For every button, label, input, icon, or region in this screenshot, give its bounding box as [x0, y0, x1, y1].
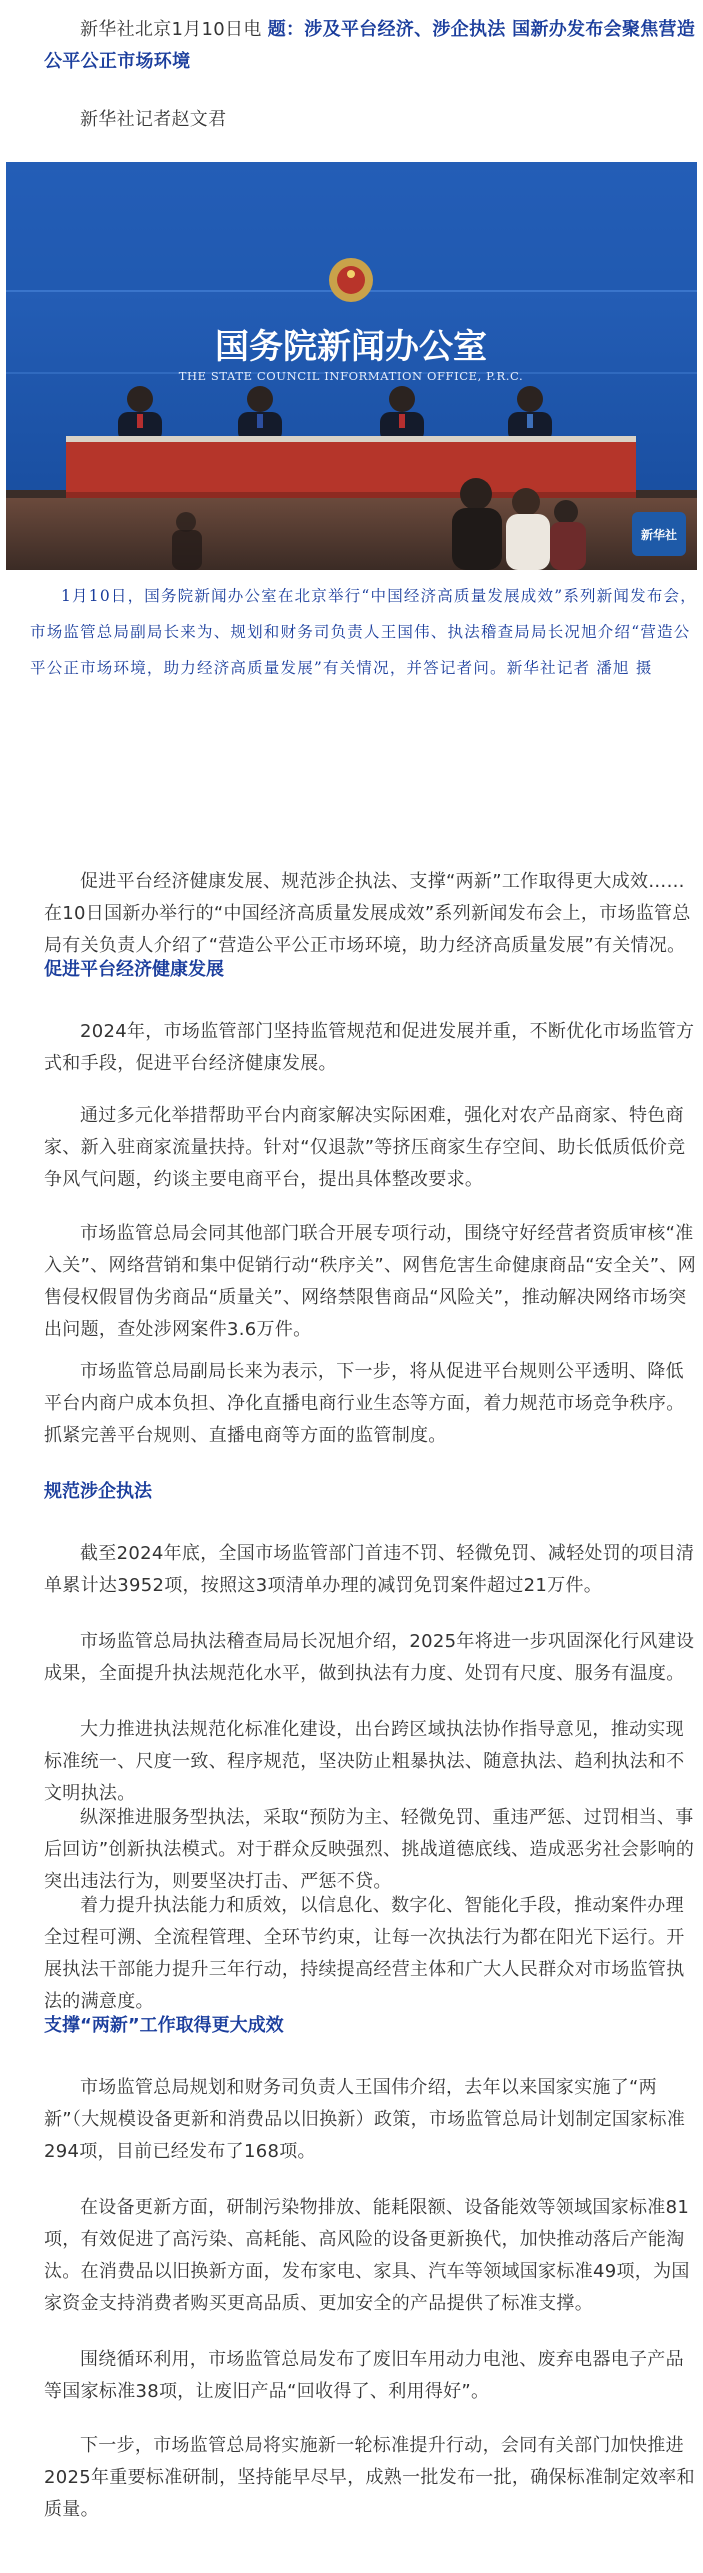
backdrop-title-cn: 国务院新闻办公室 — [215, 327, 487, 367]
photo-caption: 1月10日，国务院新闻办公室在北京举行“中国经济高质量发展成效”系列新闻发布会，市场监管总局副局长来为、规划和财务司负责人王国伟、执法稽查局局长况旭介绍“营造公平公正市场环境，助力经济高质量发展”有关情况，并答记者问。新华社记者 潘旭 摄 — [30, 587, 697, 677]
body-paragraph: 2024年，市场监管部门坚持监管规范和促进发展并重，不断优化市场监管方式和手段，促进平台经济健康发展。 — [44, 1021, 695, 1074]
press-conference-photo — [6, 162, 697, 570]
body-paragraph: 大力推进执法规范化标准化建设，出台跨区域执法协作指导意见，推动实现标准统一、尺度一致、程序规范，坚决防止粗暴执法、随意执法、趋利执法和不文明执法。 — [44, 1719, 685, 1804]
byline: 新华社记者赵文君 — [80, 109, 227, 130]
body-paragraph: 纵深推进服务型执法，采取“预防为主、轻微免罚、重违严惩、过罚相当、事后回访”创新执法模式。对于群众反映强烈、挑战道德底线、造成恶劣社会影响的突出违法行为，则要坚决打击、严惩不贷。 — [44, 1807, 695, 1892]
intro-paragraph: 促进平台经济健康发展、规范涉企执法、支撑“两新”工作取得更大成效……在10日国新办举行的“中国经济高质量发展成效”系列新闻发布会上，市场监管总局有关负责人介绍了“营造公平公正市场环境，助力经济高质量发展”有关情况。 — [44, 871, 691, 956]
body-paragraph: 市场监管总局执法稽查局局长况旭介绍，2025年将进一步巩固深化行风建设成果，全面提升执法规范化水平，做到执法有力度、处罚有尺度、服务有温度。 — [44, 1631, 695, 1684]
backdrop-title-en: THE STATE COUNCIL INFORMATION OFFICE, P.R.C. — [178, 369, 524, 383]
body-paragraph: 市场监管总局会同其他部门联合开展专项行动，围绕守好经营者资质审核“准入关”、网络营销和集中促销行动“秩序关”、网售危害生命健康商品“安全关”、网售侵权假冒伪劣商品“质量关”、网络禁限售商品“风险关”，推动解决网络市场突出问题，查处涉网案件3.6万件。 — [44, 1223, 697, 1340]
press-conference-illustration — [6, 162, 697, 570]
dateline: 新华社北京1月10日电 — [80, 19, 262, 40]
body-paragraph: 着力提升执法能力和质效，以信息化、数字化、智能化手段，推动案件办理全过程可溯、全流程管理、全环节约束，让每一次执法行为都在阳光下运行。开展执法干部能力提升三年行动，持续提高经营主体和广大人民群众对市场监管执法的满意度。 — [44, 1895, 685, 2012]
body-paragraph: 下一步，市场监管总局将实施新一轮标准提升行动，会同有关部门加快推进2025年重要标准研制，坚持能早尽早，成熟一批发布一批，确保标准制定效率和质量。 — [44, 2435, 695, 2520]
watermark-text: 新华社 — [640, 528, 678, 542]
section-heading: 支撑“两新”工作取得更大成效 — [44, 2015, 284, 2036]
section-heading: 规范涉企执法 — [44, 1481, 152, 1502]
body-paragraph: 截至2024年底，全国市场监管部门首违不罚、轻微免罚、减轻处罚的项目清单累计达3952项，按照这3项清单办理的减罚免罚案件超过21万件。 — [44, 1543, 695, 1596]
body-paragraph: 市场监管总局规划和财务司负责人王国伟介绍，去年以来国家实施了“两新”（大规模设备更新和消费品以旧换新）政策，市场监管总局计划制定国家标准294项，目前已经发布了168项。 — [44, 2077, 686, 2162]
speaker-desk — [66, 436, 636, 498]
section-heading: 促进平台经济健康发展 — [44, 959, 224, 980]
body-paragraph: 市场监管总局副局长来为表示，下一步，将从促进平台规则公平透明、降低平台内商户成本负担、净化直播电商行业生态等方面，着力规范市场竞争秩序。抓紧完善平台规则、直播电商等方面的监管制度。 — [44, 1361, 685, 1446]
body-paragraph: 围绕循环利用，市场监管总局发布了废旧车用动力电池、废弃电器电子产品等国家标准38项，让废旧产品“回收得了、利用得好”。 — [44, 2349, 684, 2402]
body-paragraph: 在设备更新方面，研制污染物排放、能耗限额、设备能效等领域国家标准81项，有效促进了高污染、高耗能、高风险的设备更新换代，加快推动落后产能淘汰。在消费品以旧换新方面，发布家电、家具、汽车等领域国家标准49项，为国家资金支持消费者购买更高品质、更加安全的产品提供了标准支撑。 — [44, 2197, 690, 2314]
lead-paragraph — [44, 14, 699, 78]
headline: 题：涉及平台经济、涉企执法 国新办发布会聚焦营造公平公正市场环境 — [44, 19, 696, 72]
body-paragraph: 通过多元化举措帮助平台内商家解决实际困难，强化对农产品商家、特色商家、新入驻商家流量扶持。针对“仅退款”等挤压商家生存空间、助长低质低价竞争风气问题，约谈主要电商平台，提出具体整改要求。 — [44, 1105, 686, 1190]
